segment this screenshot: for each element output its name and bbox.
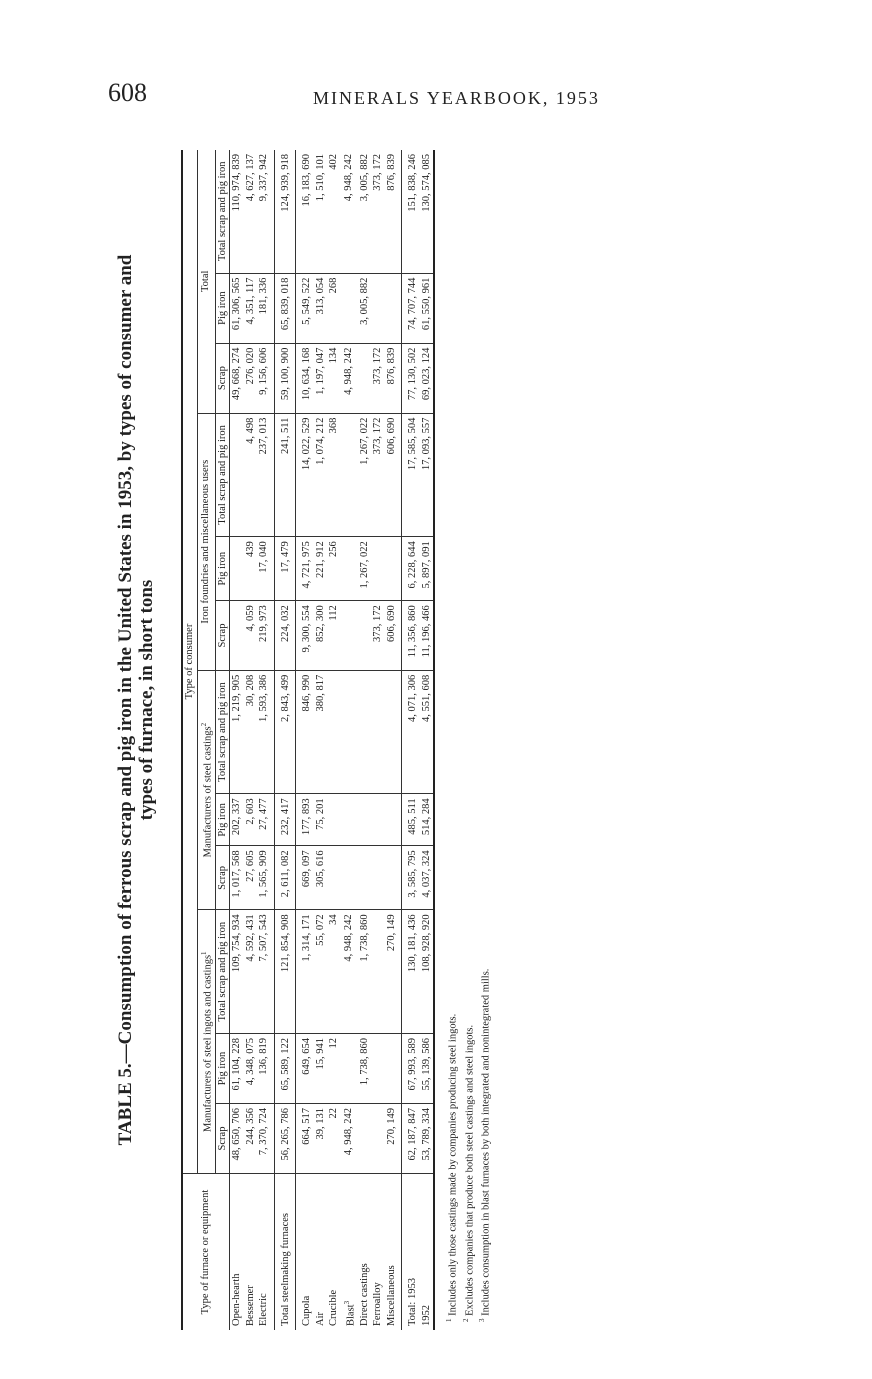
footnote-text: Includes consumption in blast furnaces by both integrated and nonintegrated mills.	[480, 968, 492, 1316]
table-cell: 1, 510, 101	[314, 150, 328, 273]
table-cell: 1, 219, 905	[230, 670, 244, 794]
table-cell	[385, 846, 402, 910]
table-cell: 112	[327, 601, 341, 671]
table-cell	[230, 601, 244, 671]
table-row	[358, 150, 372, 1330]
table-cell: 77, 130, 502	[402, 343, 420, 413]
table-cell: 5, 897, 091	[420, 537, 435, 601]
table-cell: 1, 267, 022	[358, 413, 372, 537]
table-cell: 17, 093, 557	[420, 413, 435, 537]
table-cell	[341, 794, 358, 846]
table-cell	[358, 343, 372, 413]
row-label-cell	[244, 1174, 258, 1331]
table-cell: 232, 417	[274, 794, 296, 846]
column-subheader: Scrap	[215, 601, 230, 671]
table-cell: 55, 072	[314, 910, 328, 1034]
table-cell	[341, 846, 358, 910]
table-cell: 48, 650, 706	[230, 1104, 244, 1174]
table-cell: 12	[327, 1034, 341, 1104]
column-subheader: Total scrap and pig iron	[215, 413, 230, 537]
table-cell	[341, 413, 358, 537]
table-row	[385, 150, 402, 1330]
table-cell: 61, 306, 565	[230, 273, 244, 343]
table-cell: 109, 754, 934	[230, 910, 244, 1034]
table-cell: 151, 838, 246	[402, 150, 420, 273]
table-cell: 4, 498	[244, 413, 258, 537]
table-row	[420, 150, 435, 1330]
table-cell: 9, 300, 554	[296, 601, 314, 671]
table-cell: 313, 054	[314, 273, 328, 343]
table-cell	[327, 794, 341, 846]
table-cell: 202, 337	[230, 794, 244, 846]
table-cell: 4, 948, 242	[341, 1104, 358, 1174]
row-label-cell	[230, 1174, 244, 1331]
table-cell: 17, 479	[274, 537, 296, 601]
table-cell: 3, 005, 882	[358, 273, 372, 343]
table-cell: 124, 939, 918	[274, 150, 296, 273]
row-label: Total: 1953	[407, 1278, 418, 1326]
table-cell: 380, 817	[314, 670, 328, 794]
row-label: Ferroalloy	[372, 1282, 383, 1326]
table-cell: 34	[327, 910, 341, 1034]
table-cell: 241, 511	[274, 413, 296, 537]
table-cell: 649, 654	[296, 1034, 314, 1104]
table-cell: 130, 181, 436	[402, 910, 420, 1034]
table-row	[244, 150, 258, 1330]
table-cell	[358, 670, 372, 794]
table-cell: 4, 948, 242	[341, 910, 358, 1034]
row-label: Electric	[258, 1293, 269, 1326]
running-title: MINERALS YEARBOOK, 1953	[313, 88, 600, 108]
table-cell: 4, 592, 431	[244, 910, 258, 1034]
table-cell: 9, 337, 942	[257, 150, 274, 273]
column-subheader: Total scrap and pig iron	[215, 150, 230, 273]
table-cell: 4, 948, 242	[341, 150, 358, 273]
table-cell: 14, 022, 529	[296, 413, 314, 537]
table-cell: 65, 839, 018	[274, 273, 296, 343]
row-label: Bessemer	[244, 1285, 256, 1326]
table-row	[257, 150, 274, 1330]
table-cell: 373, 172	[371, 150, 385, 273]
table-cell: 256	[327, 537, 341, 601]
table-cell: 373, 172	[371, 343, 385, 413]
table-cell: 4, 551, 608	[420, 670, 435, 794]
consumer-type-header: Type of consumer	[182, 150, 197, 1174]
subheader-row	[215, 150, 230, 1330]
table-cell: 27, 477	[257, 794, 274, 846]
table-row	[402, 150, 420, 1330]
row-label: Cupola	[301, 1295, 312, 1326]
column-subheader: Pig iron	[215, 794, 230, 846]
table-cell: 7, 370, 724	[257, 1104, 274, 1174]
table-cell	[371, 273, 385, 343]
table-cell: 244, 356	[244, 1104, 258, 1174]
table-row	[327, 150, 341, 1330]
table-cell: 305, 616	[314, 846, 328, 910]
table-cell: 846, 990	[296, 670, 314, 794]
consumption-table	[181, 150, 435, 1330]
table-cell: 53, 789, 334	[420, 1104, 435, 1174]
caption-line-1: TABLE 5.—Consumption of ferrous scrap and pig iron in the United States in 1953, by types of consumer and	[115, 254, 136, 1146]
table-cell: 17, 040	[257, 537, 274, 601]
table-cell: 69, 023, 124	[420, 343, 435, 413]
table-cell	[371, 794, 385, 846]
table-cell	[385, 1034, 402, 1104]
table-cell	[341, 1034, 358, 1104]
table-cell: 606, 690	[385, 413, 402, 537]
table-cell: 1, 738, 860	[358, 1034, 372, 1104]
table-cell	[358, 846, 372, 910]
table-cell: 876, 839	[385, 150, 402, 273]
table-cell: 9, 156, 606	[257, 343, 274, 413]
table-cell: 1, 267, 022	[358, 537, 372, 601]
column-subheader: Scrap	[215, 846, 230, 910]
table-cell: 4, 059	[244, 601, 258, 671]
table-cell: 1, 593, 386	[257, 670, 274, 794]
table-cell	[341, 601, 358, 671]
table-cell	[358, 1104, 372, 1174]
table-cell: 134	[327, 343, 341, 413]
table-cell: 5, 549, 522	[296, 273, 314, 343]
table-cell: 16, 183, 690	[296, 150, 314, 273]
table-cell: 402	[327, 150, 341, 273]
table-body	[230, 150, 435, 1330]
footnote	[460, 70, 477, 1322]
table-cell	[385, 537, 402, 601]
group-header-label: Total	[200, 270, 212, 293]
table-cell: 7, 507, 543	[257, 910, 274, 1034]
table-cell: 224, 032	[274, 601, 296, 671]
table-cell: 75, 201	[314, 794, 328, 846]
table-row	[314, 150, 328, 1330]
table-cell: 55, 139, 586	[420, 1034, 435, 1104]
group-header	[197, 413, 215, 670]
table-row	[230, 150, 244, 1330]
table-cell	[230, 413, 244, 537]
table-cell: 237, 013	[257, 413, 274, 537]
group-header-label: Iron foundries and miscellaneous users	[200, 459, 212, 624]
table-cell: 270, 149	[385, 910, 402, 1034]
table-row	[296, 150, 314, 1330]
table-cell: 130, 574, 085	[420, 150, 435, 273]
row-label-cell	[257, 1174, 274, 1331]
table-cell: 606, 690	[385, 601, 402, 671]
row-label-cell	[327, 1174, 341, 1331]
table-cell: 4, 037, 324	[420, 846, 435, 910]
row-label-cell	[296, 1174, 314, 1331]
group-header	[197, 670, 215, 910]
table-cell: 1, 197, 047	[314, 343, 328, 413]
table-cell	[371, 1034, 385, 1104]
table-cell: 268	[327, 273, 341, 343]
table-cell: 74, 707, 744	[402, 273, 420, 343]
row-label: Air	[314, 1312, 326, 1326]
table-cell: 110, 974, 839	[230, 150, 244, 273]
footnotes	[443, 70, 493, 1330]
table-cell	[385, 794, 402, 846]
table-row	[274, 150, 296, 1330]
table-cell: 6, 228, 644	[402, 537, 420, 601]
table-cell: 1, 017, 568	[230, 846, 244, 910]
group-header-label: Manufacturers of steel castings	[202, 726, 213, 858]
table-cell: 219, 973	[257, 601, 274, 671]
table-cell: 121, 854, 908	[274, 910, 296, 1034]
table-cell: 669, 097	[296, 846, 314, 910]
table-cell	[327, 846, 341, 910]
table-cell: 2, 843, 499	[274, 670, 296, 794]
table-cell: 373, 172	[371, 601, 385, 671]
row-label-cell	[341, 1174, 358, 1331]
table-cell	[358, 601, 372, 671]
table-cell: 30, 208	[244, 670, 258, 794]
table-cell: 59, 100, 900	[274, 343, 296, 413]
row-label: Crucible	[328, 1289, 339, 1326]
row-label: Open-hearth	[231, 1273, 242, 1326]
table-cell: 61, 550, 961	[420, 273, 435, 343]
group-header	[197, 910, 215, 1174]
table-cell: 1, 074, 212	[314, 413, 328, 537]
table-cell: 852, 300	[314, 601, 328, 671]
table-cell	[358, 794, 372, 846]
row-label: Miscellaneous	[385, 1265, 397, 1326]
table-cell: 276, 020	[244, 343, 258, 413]
table-row	[371, 150, 385, 1330]
footnote-number: 2	[461, 1318, 470, 1322]
row-label-cell	[385, 1174, 402, 1331]
table-cell: 177, 893	[296, 794, 314, 846]
column-subheader: Pig iron	[215, 273, 230, 343]
table-cell: 108, 928, 920	[420, 910, 435, 1034]
table-cell: 876, 839	[385, 343, 402, 413]
table-cell	[371, 910, 385, 1034]
footnote-text: Includes only those castings made by companies producing steel ingots.	[447, 1013, 459, 1316]
rotated-table-block	[115, 70, 585, 1330]
footnote	[443, 70, 460, 1322]
column-subheader: Total scrap and pig iron	[215, 910, 230, 1034]
row-label-cell	[402, 1174, 420, 1331]
column-subheader: Total scrap and pig iron	[215, 670, 230, 794]
group-header-label: Manufacturers of steel ingots and castings	[202, 954, 213, 1132]
table-cell: 136, 819	[257, 1034, 274, 1104]
row-label-cell	[314, 1174, 328, 1331]
table-cell: 181, 336	[257, 273, 274, 343]
type-column-header: Type of furnace or equipment	[182, 1174, 230, 1331]
table-cell	[371, 1104, 385, 1174]
table-cell: 485, 511	[402, 794, 420, 846]
row-label: 1952	[420, 1305, 432, 1326]
group-header-row	[197, 150, 215, 1330]
table-cell: 56, 265, 786	[274, 1104, 296, 1174]
table-cell	[327, 670, 341, 794]
table-cell: 4, 071, 306	[402, 670, 420, 794]
table-cell: 4, 948, 242	[341, 343, 358, 413]
table-cell: 61, 104, 228	[230, 1034, 244, 1104]
footnote-number: 1	[445, 1318, 453, 1322]
table-cell: 15, 941	[314, 1034, 328, 1104]
table-cell: 1, 738, 860	[358, 910, 372, 1034]
column-subheader: Scrap	[215, 1104, 230, 1174]
footnote-marker: 3	[342, 1300, 351, 1305]
footnote-marker: 1	[199, 951, 208, 955]
footnote-number: 3	[478, 1318, 486, 1322]
table-cell: 514, 284	[420, 794, 435, 846]
table-cell	[230, 537, 244, 601]
table-cell: 3, 585, 795	[402, 846, 420, 910]
table-cell: 270, 149	[385, 1104, 402, 1174]
table-row	[341, 150, 358, 1330]
table-cell: 221, 912	[314, 537, 328, 601]
table-cell: 62, 187, 847	[402, 1104, 420, 1174]
table-cell	[385, 670, 402, 794]
table-cell: 373, 172	[371, 413, 385, 537]
row-label-cell	[274, 1174, 296, 1331]
table-cell	[371, 670, 385, 794]
row-label: Direct castings	[358, 1263, 370, 1326]
table-cell: 3, 005, 882	[358, 150, 372, 273]
page-number: 608	[108, 78, 147, 107]
table-cell: 4, 627, 137	[244, 150, 258, 273]
table-cell: 67, 993, 589	[402, 1034, 420, 1104]
table-cell: 2, 611, 082	[274, 846, 296, 910]
column-subheader: Pig iron	[215, 537, 230, 601]
table-cell: 11, 196, 466	[420, 601, 435, 671]
footnote-marker: 2	[199, 722, 208, 727]
table-cell	[371, 537, 385, 601]
table-cell: 2, 603	[244, 794, 258, 846]
table-cell	[341, 537, 358, 601]
table-cell: 368	[327, 413, 341, 537]
footnote-text: Excludes companies that produce both steel castings and steel ingots.	[464, 1024, 475, 1316]
table-cell: 1, 314, 171	[296, 910, 314, 1034]
table-cell: 49, 668, 274	[230, 343, 244, 413]
column-subheader: Pig iron	[215, 1034, 230, 1104]
caption-line-2: types of furnace, in short tons	[136, 579, 157, 821]
row-label: Total steelmaking furnaces	[279, 1213, 291, 1326]
group-header	[197, 150, 215, 413]
footnote	[476, 70, 493, 1322]
table-cell	[341, 273, 358, 343]
table-cell: 39, 131	[314, 1104, 328, 1174]
table-cell: 439	[244, 537, 258, 601]
table-cell: 22	[327, 1104, 341, 1174]
row-label: Blast	[345, 1304, 356, 1326]
table-cell: 1, 565, 909	[257, 846, 274, 910]
table-cell: 664, 517	[296, 1104, 314, 1174]
table-cell: 65, 589, 122	[274, 1034, 296, 1104]
table-cell: 4, 351, 117	[244, 273, 258, 343]
table-cell	[371, 846, 385, 910]
table-cell: 27, 605	[244, 846, 258, 910]
row-label-cell	[371, 1174, 385, 1331]
row-label-cell	[358, 1174, 372, 1331]
table-cell	[341, 670, 358, 794]
table-cell: 4, 348, 075	[244, 1034, 258, 1104]
table-cell: 4, 721, 975	[296, 537, 314, 601]
table-cell: 17, 585, 504	[402, 413, 420, 537]
table-caption	[115, 70, 157, 1330]
row-label-cell	[420, 1174, 435, 1331]
table-cell	[385, 273, 402, 343]
table-cell: 10, 634, 168	[296, 343, 314, 413]
column-subheader: Scrap	[215, 343, 230, 413]
table-cell: 11, 356, 860	[402, 601, 420, 671]
